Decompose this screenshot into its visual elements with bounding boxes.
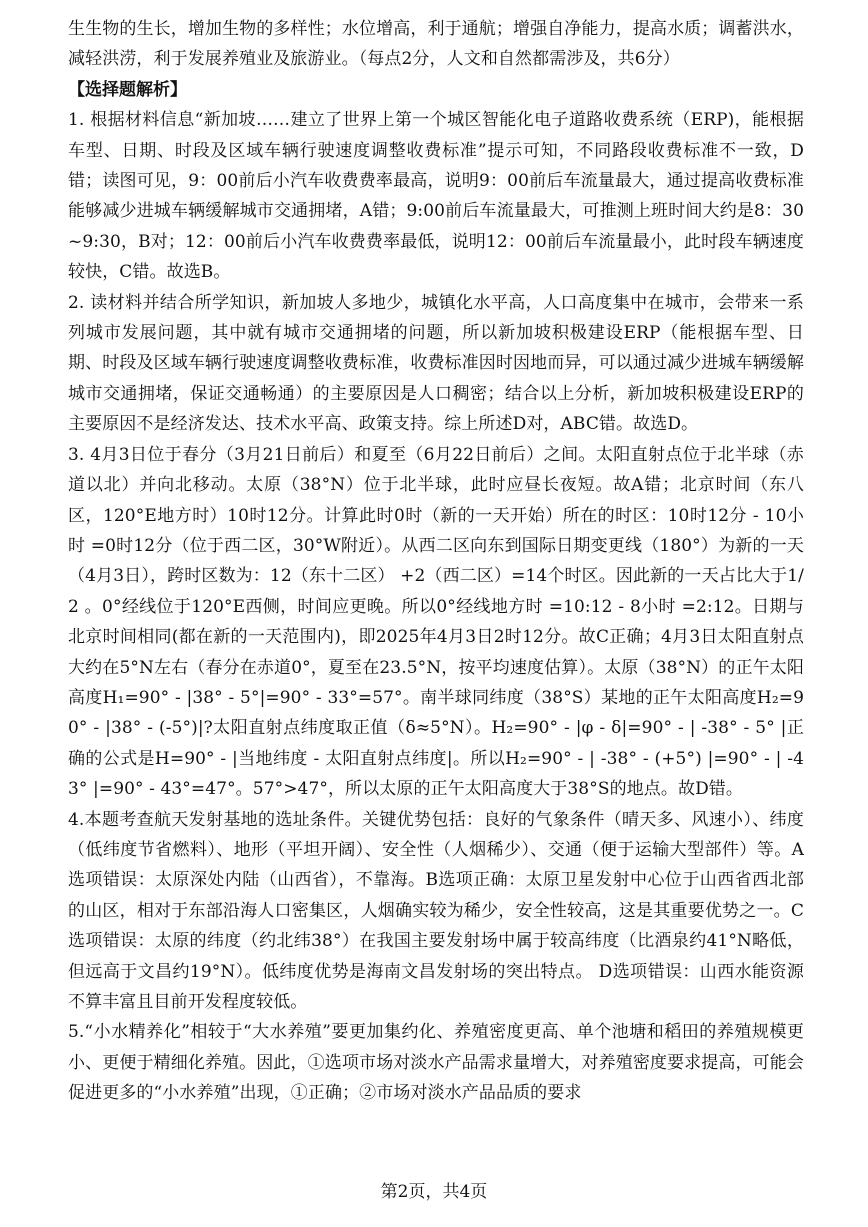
document-body: [68, 14, 804, 1109]
answer-2-paragraph: 2. 读材料并结合所学知识，新加坡人多地少，城镇化水平高，人口高度集中在城市，会带来一系列城市发展问题，其中就有城市交通拥堵的问题，所以新加坡积极建设ERP（能根据车型、日期、时段及区域车辆行驶速度调整收费标准，收费标准因时因地而异，可以通过减少进城车辆缓解城市交通拥堵，保证交通畅通）的主要原因是人口稠密；结合以上分析，新加坡积极建设ERP的主要原因不是经济发达、技术水平高、政策支持。综上所述D对，ABC错。故选D。: [68, 292, 804, 435]
section-heading: 【选择题解析】: [68, 79, 187, 100]
intro-paragraph: 生生物的生长，增加生物的多样性；水位增高，利于通航；增强自净能力，提高水质；调蓄洪水，减轻洪涝，利于发展养殖业及旅游业。（每点2分，人文和自然都需涉及，共6分）: [68, 19, 804, 70]
page-number-footer: 第2页，共4页: [380, 1182, 488, 1202]
answer-3-paragraph: 3. 4月3日位于春分（3月21日前后）和夏至（6月22日前后）之间。太阳直射点位于北半球（赤道以北）并向北移动。太原（38°N）位于北半球，此时应昼长夜短。故A错；北京时间（东八区，120°E地方时）10时12分。计算此时0时（新的一天开始）所在的时区：10时12分 - 10小时 =0时12分（位于西二区，30°W附近）。从西二区向东到国际日期变更线（180°）为新的一天（4月3日），跨时区数为：12（东十二区） +2（西二区）=14个时区。因此新的一天占比大于1/2 。0°经线位于120°E西侧，时间应更晚。所以0°经线地方时 =10:12 - 8小时 =2:12。日期与北京时间相同(都在新的一天范围内)，即2025年4月3日2时12分。故C正确；4月3日太阳直射点大约在5°N左右（春分在赤道0°，夏至在23.5°N，按平均速度估算）。太原（38°N）的正午太阳高度H₁=90° - |38° - 5°|=90° - 33°=57°。南半球同纬度（38°S）某地的正午太阳高度H₂=90° - |38° - (-5°)|?太阳直射点纬度取正值（δ≈5°N）。H₂=90° - |φ - δ|=90° - | -38° - 5° |正确的公式是H=90° - |当地纬度 - 太阳直射点纬度|。所以H₂=90° - | -38° - (+5°) |=90° - | -43° |=90° - 43°=47°。57°>47°，所以太原的正午太阳高度大于38°S的地点。故D错。: [68, 444, 804, 800]
answer-1-paragraph: 1. 根据材料信息“新加坡……建立了世界上第一个城区智能化电子道路收费系统（ERP)，能根据车型、日期、时段及区域车辆行驶速度调整收费标准”提示可知，不同路段收费标准不一致，D错；读图可见，9：00前后小汽车收费费率最高，说明9：00前后车流量最大，通过提高收费标准能够减少进城车辆缓解城市交通拥堵，A错；9:00前后车流量最大，可推测上班时间大约是8：30~9:30，B对；12：00前后小汽车收费费率最低，说明12：00前后车流量最小，此时段车辆速度较快，C错。故选B。: [68, 110, 804, 283]
answer-5-paragraph: 5.“小水精养化”相较于“大水养殖”要更加集约化、养殖密度更高、单个池塘和稻田的养殖规模更小、更便于精细化养殖。因此，①选项市场对淡水产品需求量增大，对养殖密度要求提高，可能会促进更多的“小水养殖”出现，①正确；②市场对淡水产品品质的要求: [68, 1022, 804, 1104]
answer-4-paragraph: 4.本题考查航天发射基地的选址条件。关键优势包括：良好的气象条件（晴天多、风速小）、纬度（低纬度节省燃料）、地形（平坦开阔）、安全性（人烟稀少）、交通（便于运输大型部件）等。A选项错误：太原深处内陆（山西省），不靠海。B选项正确：太原卫星发射中心位于山西省西北部的山区，相对于东部沿海人口密集区，人烟确实较为稀少，安全性较高，这是其重要优势之一。C选项错误：太原的纬度（约北纬38°）在我国主要发射场中属于较高纬度（比酒泉约41°N略低，但远高于文昌约19°N）。低纬度优势是海南文昌发射场的突出特点。 D选项错误：山西水能资源不算丰富且目前开发程度较低。: [68, 809, 804, 1012]
